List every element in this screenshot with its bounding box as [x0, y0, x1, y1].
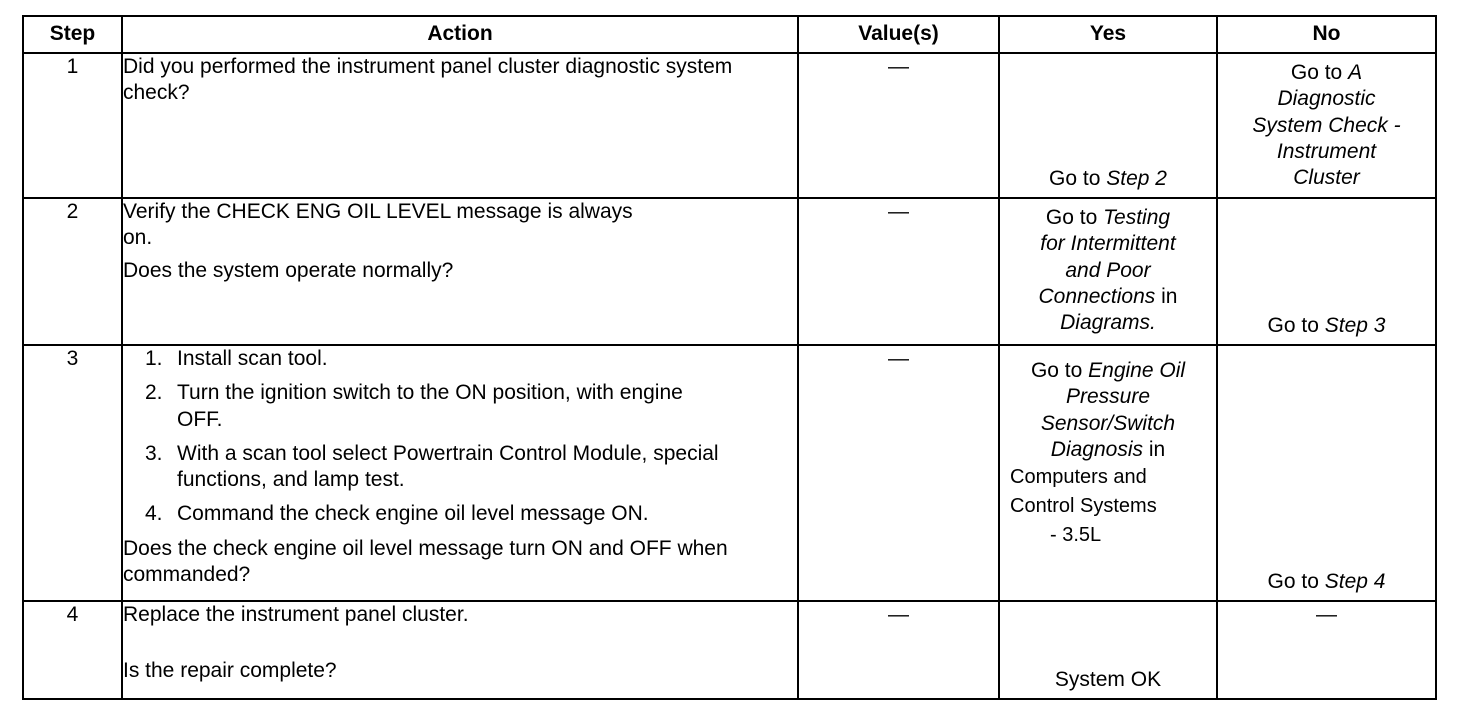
- yes-cell: [999, 53, 1217, 198]
- value-cell: —: [798, 198, 999, 345]
- no-cell: [1217, 53, 1436, 198]
- action-cell: [122, 345, 798, 601]
- list-item: [145, 441, 797, 494]
- goto-text: Go to: [1049, 166, 1101, 190]
- yes-result: [1008, 205, 1208, 336]
- goto-text: Go to: [1045, 206, 1098, 229]
- reference-link[interactable]: Sensor/Switch: [1040, 411, 1176, 435]
- step-number: 3: [23, 345, 122, 601]
- substep-text: Turn the ignition switch to the ON position, with engine OFF.: [177, 381, 683, 431]
- yes-result: [1008, 358, 1208, 463]
- no-cell: —: [1217, 601, 1436, 699]
- substep-text: Install scan tool.: [177, 347, 328, 370]
- substep-number: 2.: [145, 381, 163, 405]
- header-yes: Yes: [999, 16, 1217, 53]
- list-item: [145, 346, 797, 372]
- reference-link[interactable]: Testing: [1103, 206, 1171, 229]
- no-cell: [1217, 345, 1436, 601]
- goto-text: Go to: [1290, 61, 1343, 84]
- action-text: Replace the instrument panel cluster.: [123, 603, 469, 626]
- action-cell: [122, 601, 798, 699]
- yes-cell: [999, 345, 1217, 601]
- action-cell: [122, 53, 798, 198]
- table-row: [23, 198, 1436, 345]
- reference-suffix: in: [1148, 437, 1166, 461]
- action-cell: [122, 198, 798, 345]
- reference-text: Control Systems: [1010, 495, 1157, 517]
- action-question: Does the check engine oil level message turn ON and OFF when commanded?: [123, 536, 728, 586]
- goto-text: Go to: [1267, 313, 1319, 337]
- no-cell: [1217, 198, 1436, 345]
- reference-link[interactable]: Engine Oil: [1088, 359, 1186, 382]
- step-link[interactable]: Step 4: [1324, 569, 1386, 593]
- action-text: Did you performed the instrument panel cluster diagnostic system check?: [123, 55, 733, 105]
- step-number: 1: [23, 53, 122, 198]
- list-item: [145, 501, 797, 527]
- reference-link[interactable]: Connections: [1038, 284, 1156, 308]
- no-result: [1226, 313, 1427, 339]
- action-question: Does the system operate normally?: [123, 258, 454, 282]
- reference-link[interactable]: Diagnosis: [1050, 437, 1143, 461]
- table-row: [23, 601, 1436, 699]
- table-header-row: [23, 16, 1436, 53]
- table-row: [23, 345, 1436, 601]
- yes-result: [1008, 166, 1208, 192]
- reference-link[interactable]: and Poor: [1065, 258, 1151, 282]
- diagnostic-link[interactable]: Cluster: [1293, 166, 1360, 189]
- table-row: [23, 53, 1436, 198]
- action-question: Is the repair complete?: [123, 659, 337, 683]
- no-result: [1226, 60, 1427, 191]
- value-cell: —: [798, 345, 999, 601]
- step-link[interactable]: Step 3: [1324, 313, 1386, 337]
- step-number: 2: [23, 198, 122, 345]
- reference-suffix: in: [1161, 284, 1178, 308]
- substep-number: 1.: [145, 347, 163, 370]
- header-no: No: [1217, 16, 1436, 53]
- diagnostic-table: [22, 15, 1437, 700]
- value-cell: —: [798, 601, 999, 699]
- diagnostic-link[interactable]: System Check -: [1252, 113, 1401, 137]
- yes-reference-plain: [1008, 463, 1208, 550]
- substep-number: 4.: [145, 502, 163, 526]
- reference-link[interactable]: Pressure: [1065, 385, 1151, 409]
- step-number: 4: [23, 601, 122, 699]
- reference-text: Computers and: [1010, 466, 1147, 488]
- reference-text: - 3.5L: [1050, 524, 1102, 546]
- substep-text: Command the check engine oil level message ON.: [177, 502, 649, 526]
- diagnostic-link[interactable]: Instrument: [1276, 139, 1377, 163]
- reference-link[interactable]: Diagrams.: [1060, 311, 1156, 334]
- diagnostic-link[interactable]: A: [1348, 61, 1363, 84]
- header-action: Action: [122, 16, 798, 53]
- header-step: Step: [23, 16, 122, 53]
- substep-text: With a scan tool select Powertrain Control Module, special functions, and lamp test.: [177, 441, 719, 491]
- substep-list: [123, 346, 797, 528]
- goto-text: Go to: [1267, 569, 1319, 593]
- substep-number: 3.: [145, 441, 163, 465]
- reference-link[interactable]: for Intermittent: [1040, 232, 1176, 256]
- no-result: [1226, 569, 1427, 595]
- action-text: Verify the CHECK ENG OIL LEVEL message is always on.: [123, 200, 633, 250]
- yes-cell: [999, 198, 1217, 345]
- header-values: Value(s): [798, 16, 999, 53]
- yes-cell: [999, 601, 1217, 699]
- step-link[interactable]: Step 2: [1106, 166, 1167, 190]
- list-item: [145, 380, 797, 433]
- yes-result: System OK: [1054, 667, 1162, 691]
- value-cell: —: [798, 53, 999, 198]
- diagnostic-link[interactable]: Diagnostic: [1277, 87, 1376, 111]
- goto-text: Go to: [1030, 359, 1083, 382]
